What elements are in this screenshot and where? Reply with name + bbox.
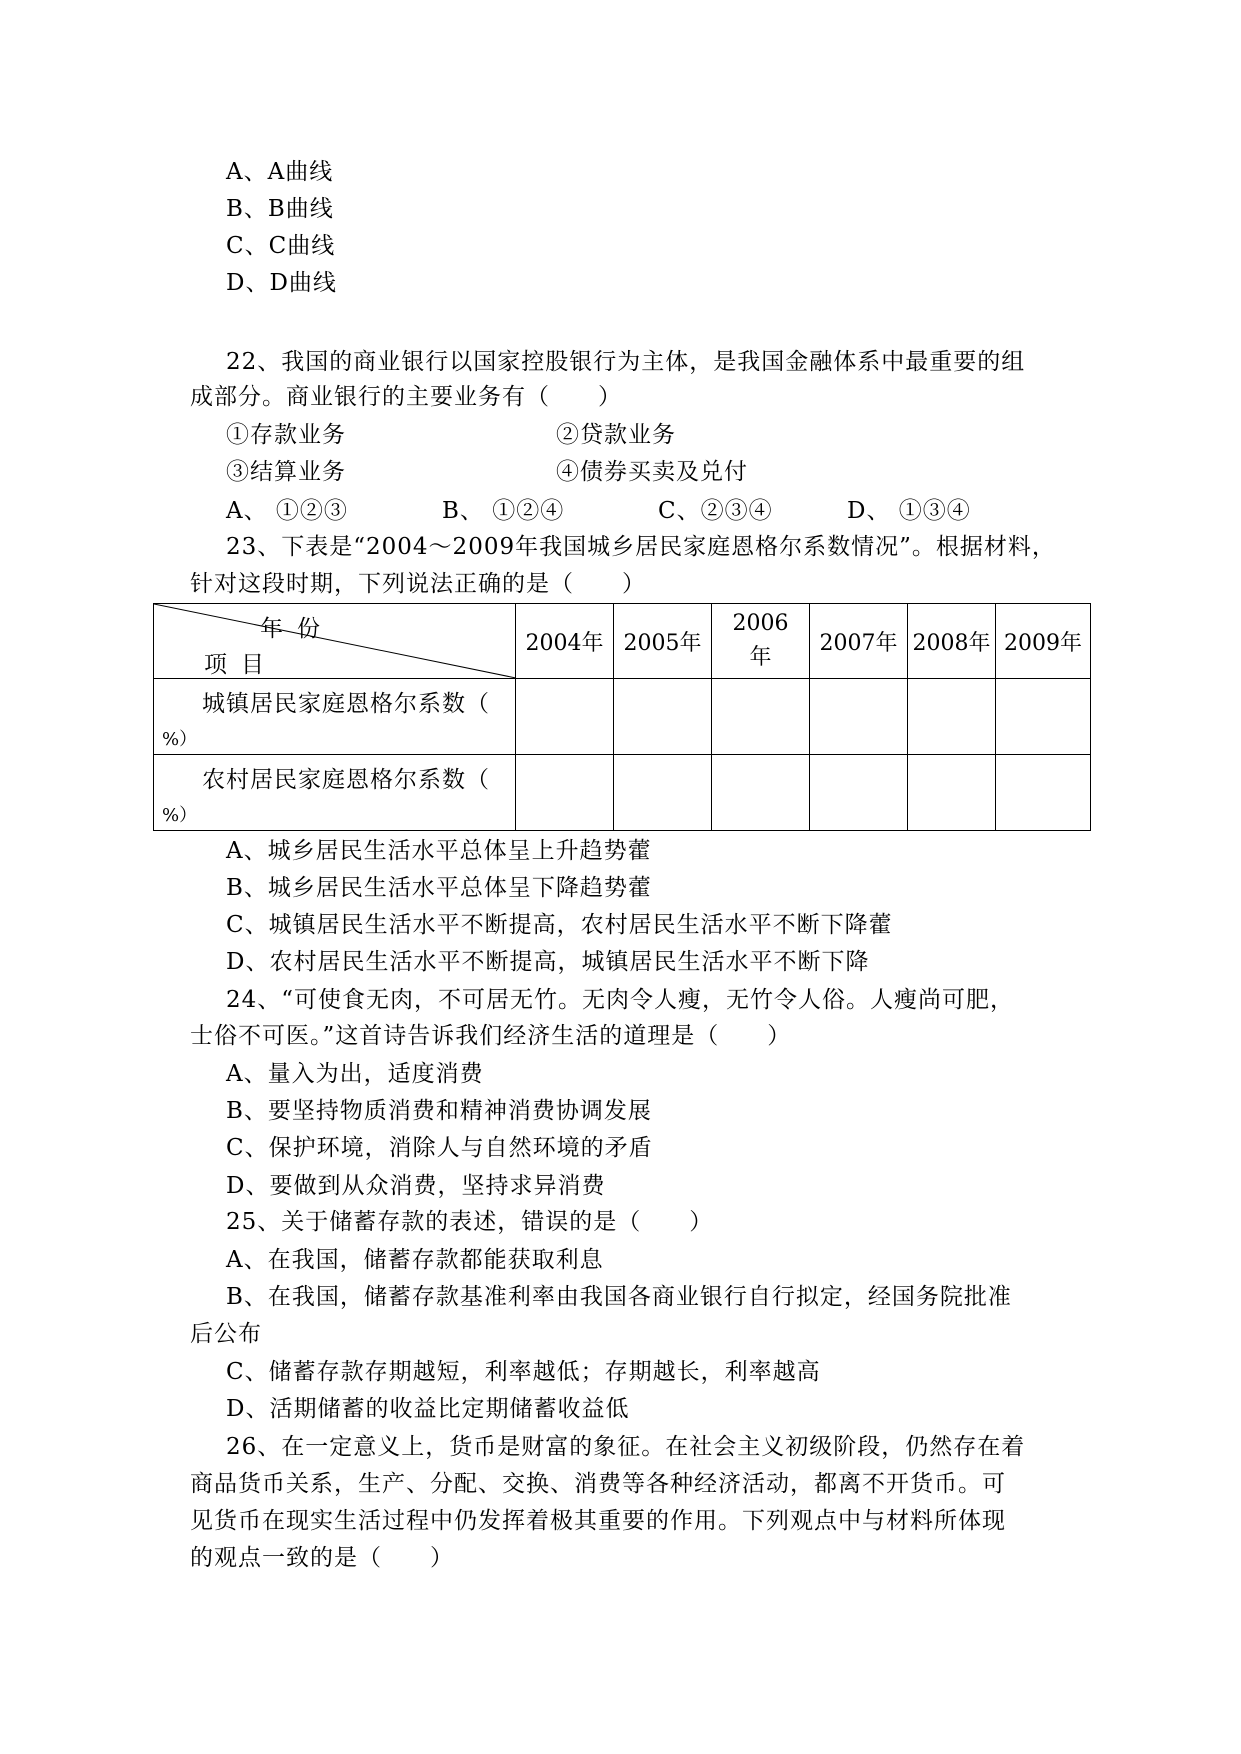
year-header-2006 (712, 604, 810, 679)
q24-stem-line1: 24、“可使食无肉，不可居无竹。无肉令人瘦，无竹令人俗。人瘦尚可肥， (226, 987, 1015, 1013)
table-cell (516, 679, 614, 755)
q23-option-b: B、城乡居民生活水平总体呈下降趋势藿 (226, 875, 652, 901)
q22-item-4: ④债券买卖及兑付 (556, 459, 748, 485)
table-header-row (154, 604, 1091, 679)
q22-option-a: A、 ①②③ (226, 498, 348, 524)
q22-item-3: ③结算业务 (226, 459, 346, 485)
q22-item-2: ②贷款业务 (556, 422, 676, 448)
rural-row-label: 农村居民家庭恩格尔系数（ (202, 767, 490, 793)
year-header-2007: 2007年 (810, 604, 908, 679)
q22-option-d: D、 ①③④ (847, 498, 971, 524)
year-2006-number: 2006 (732, 611, 789, 636)
q25-option-a: A、在我国，储蓄存款都能获取利息 (226, 1247, 604, 1273)
q23-option-d: D、农村居民生活水平不断提高，城镇居民生活水平不断下降 (226, 949, 870, 975)
q25-option-d: D、活期储蓄的收益比定期储蓄收益低 (226, 1396, 630, 1422)
table-row-rural (154, 755, 1091, 831)
q22-option-c: C、②③④ (658, 498, 773, 524)
corner-item-label: 项目 (204, 652, 278, 678)
table-cell (996, 679, 1091, 755)
q21-option-c: C、C曲线 (226, 233, 336, 259)
q25-option-c: C、储蓄存款存期越短，利率越低；存期越长，利率越高 (226, 1359, 821, 1385)
rural-row-label-cell (154, 755, 516, 831)
q21-option-a: A、A曲线 (226, 159, 334, 185)
year-header-2009: 2009年 (996, 604, 1091, 679)
q22-option-b: B、 ①②④ (442, 498, 565, 524)
q26-stem-line3: 见货币在现实生活过程中仍发挥着极其重要的作用。下列观点中与材料所体现 (190, 1508, 1006, 1534)
table-cell (614, 755, 712, 831)
q24-option-d: D、要做到从众消费，坚持求异消费 (226, 1173, 606, 1199)
table-cell (810, 755, 908, 831)
table-cell (908, 679, 996, 755)
corner-year-label: 年份 (260, 616, 334, 642)
q23-option-a: A、城乡居民生活水平总体呈上升趋势藿 (226, 838, 652, 864)
table-row-urban (154, 679, 1091, 755)
q24-stem-line2: 士俗不可医。”这首诗告诉我们经济生活的道理是（ ） (190, 1023, 792, 1049)
engel-coefficient-table (153, 603, 1091, 831)
q22-stem-line2: 成部分。商业银行的主要业务有（ ） (190, 384, 622, 410)
q22-item-1: ①存款业务 (226, 422, 346, 448)
table-cell (614, 679, 712, 755)
q25-option-b-line2: 后公布 (190, 1321, 262, 1347)
year-header-2004: 2004年 (516, 604, 614, 679)
q26-stem-line2: 商品货币关系，生产、分配、交换、消费等各种经济活动，都离不开货币。可 (190, 1471, 1006, 1497)
q24-option-c: C、保护环境，消除人与自然环境的矛盾 (226, 1135, 653, 1161)
year-header-2005: 2005年 (614, 604, 712, 679)
table-cell (908, 755, 996, 831)
q26-stem-line1: 26、在一定意义上，货币是财富的象征。在社会主义初级阶段，仍然存在着 (226, 1434, 1026, 1460)
q21-option-b: B、B曲线 (226, 196, 334, 222)
rural-row-unit: %） (162, 805, 198, 826)
year-header-2008: 2008年 (908, 604, 996, 679)
q24-option-b: B、要坚持物质消费和精神消费协调发展 (226, 1098, 652, 1124)
table-cell (712, 679, 810, 755)
q21-option-d: D、D曲线 (226, 270, 337, 296)
q25-stem: 25、关于储蓄存款的表述，错误的是（ ） (226, 1209, 714, 1235)
urban-row-label-cell (154, 679, 516, 755)
table-cell (712, 755, 810, 831)
q25-option-b-line1: B、在我国，储蓄存款基准利率由我国各商业银行自行拟定，经国务院批准 (226, 1284, 1012, 1310)
q23-stem-line1: 23、下表是“2004～2009年我国城乡居民家庭恩格尔系数情况”。根据材料， (226, 534, 1056, 560)
q24-option-a: A、量入为出，适度消费 (226, 1061, 484, 1087)
table-corner-cell (154, 604, 516, 679)
table-cell (996, 755, 1091, 831)
table-cell (516, 755, 614, 831)
table-cell (810, 679, 908, 755)
q22-stem-line1: 22、我国的商业银行以国家控股银行为主体，是我国金融体系中最重要的组 (226, 349, 1026, 375)
q23-option-c: C、城镇居民生活水平不断提高，农村居民生活水平不断下降藿 (226, 912, 893, 938)
year-2006-suffix: 年 (749, 645, 772, 670)
urban-row-label: 城镇居民家庭恩格尔系数（ (202, 691, 490, 717)
q23-stem-line2: 针对这段时期，下列说法正确的是（ ） (190, 571, 646, 597)
urban-row-unit: %） (162, 729, 198, 750)
q26-stem-line4: 的观点一致的是（ ） (190, 1545, 454, 1571)
